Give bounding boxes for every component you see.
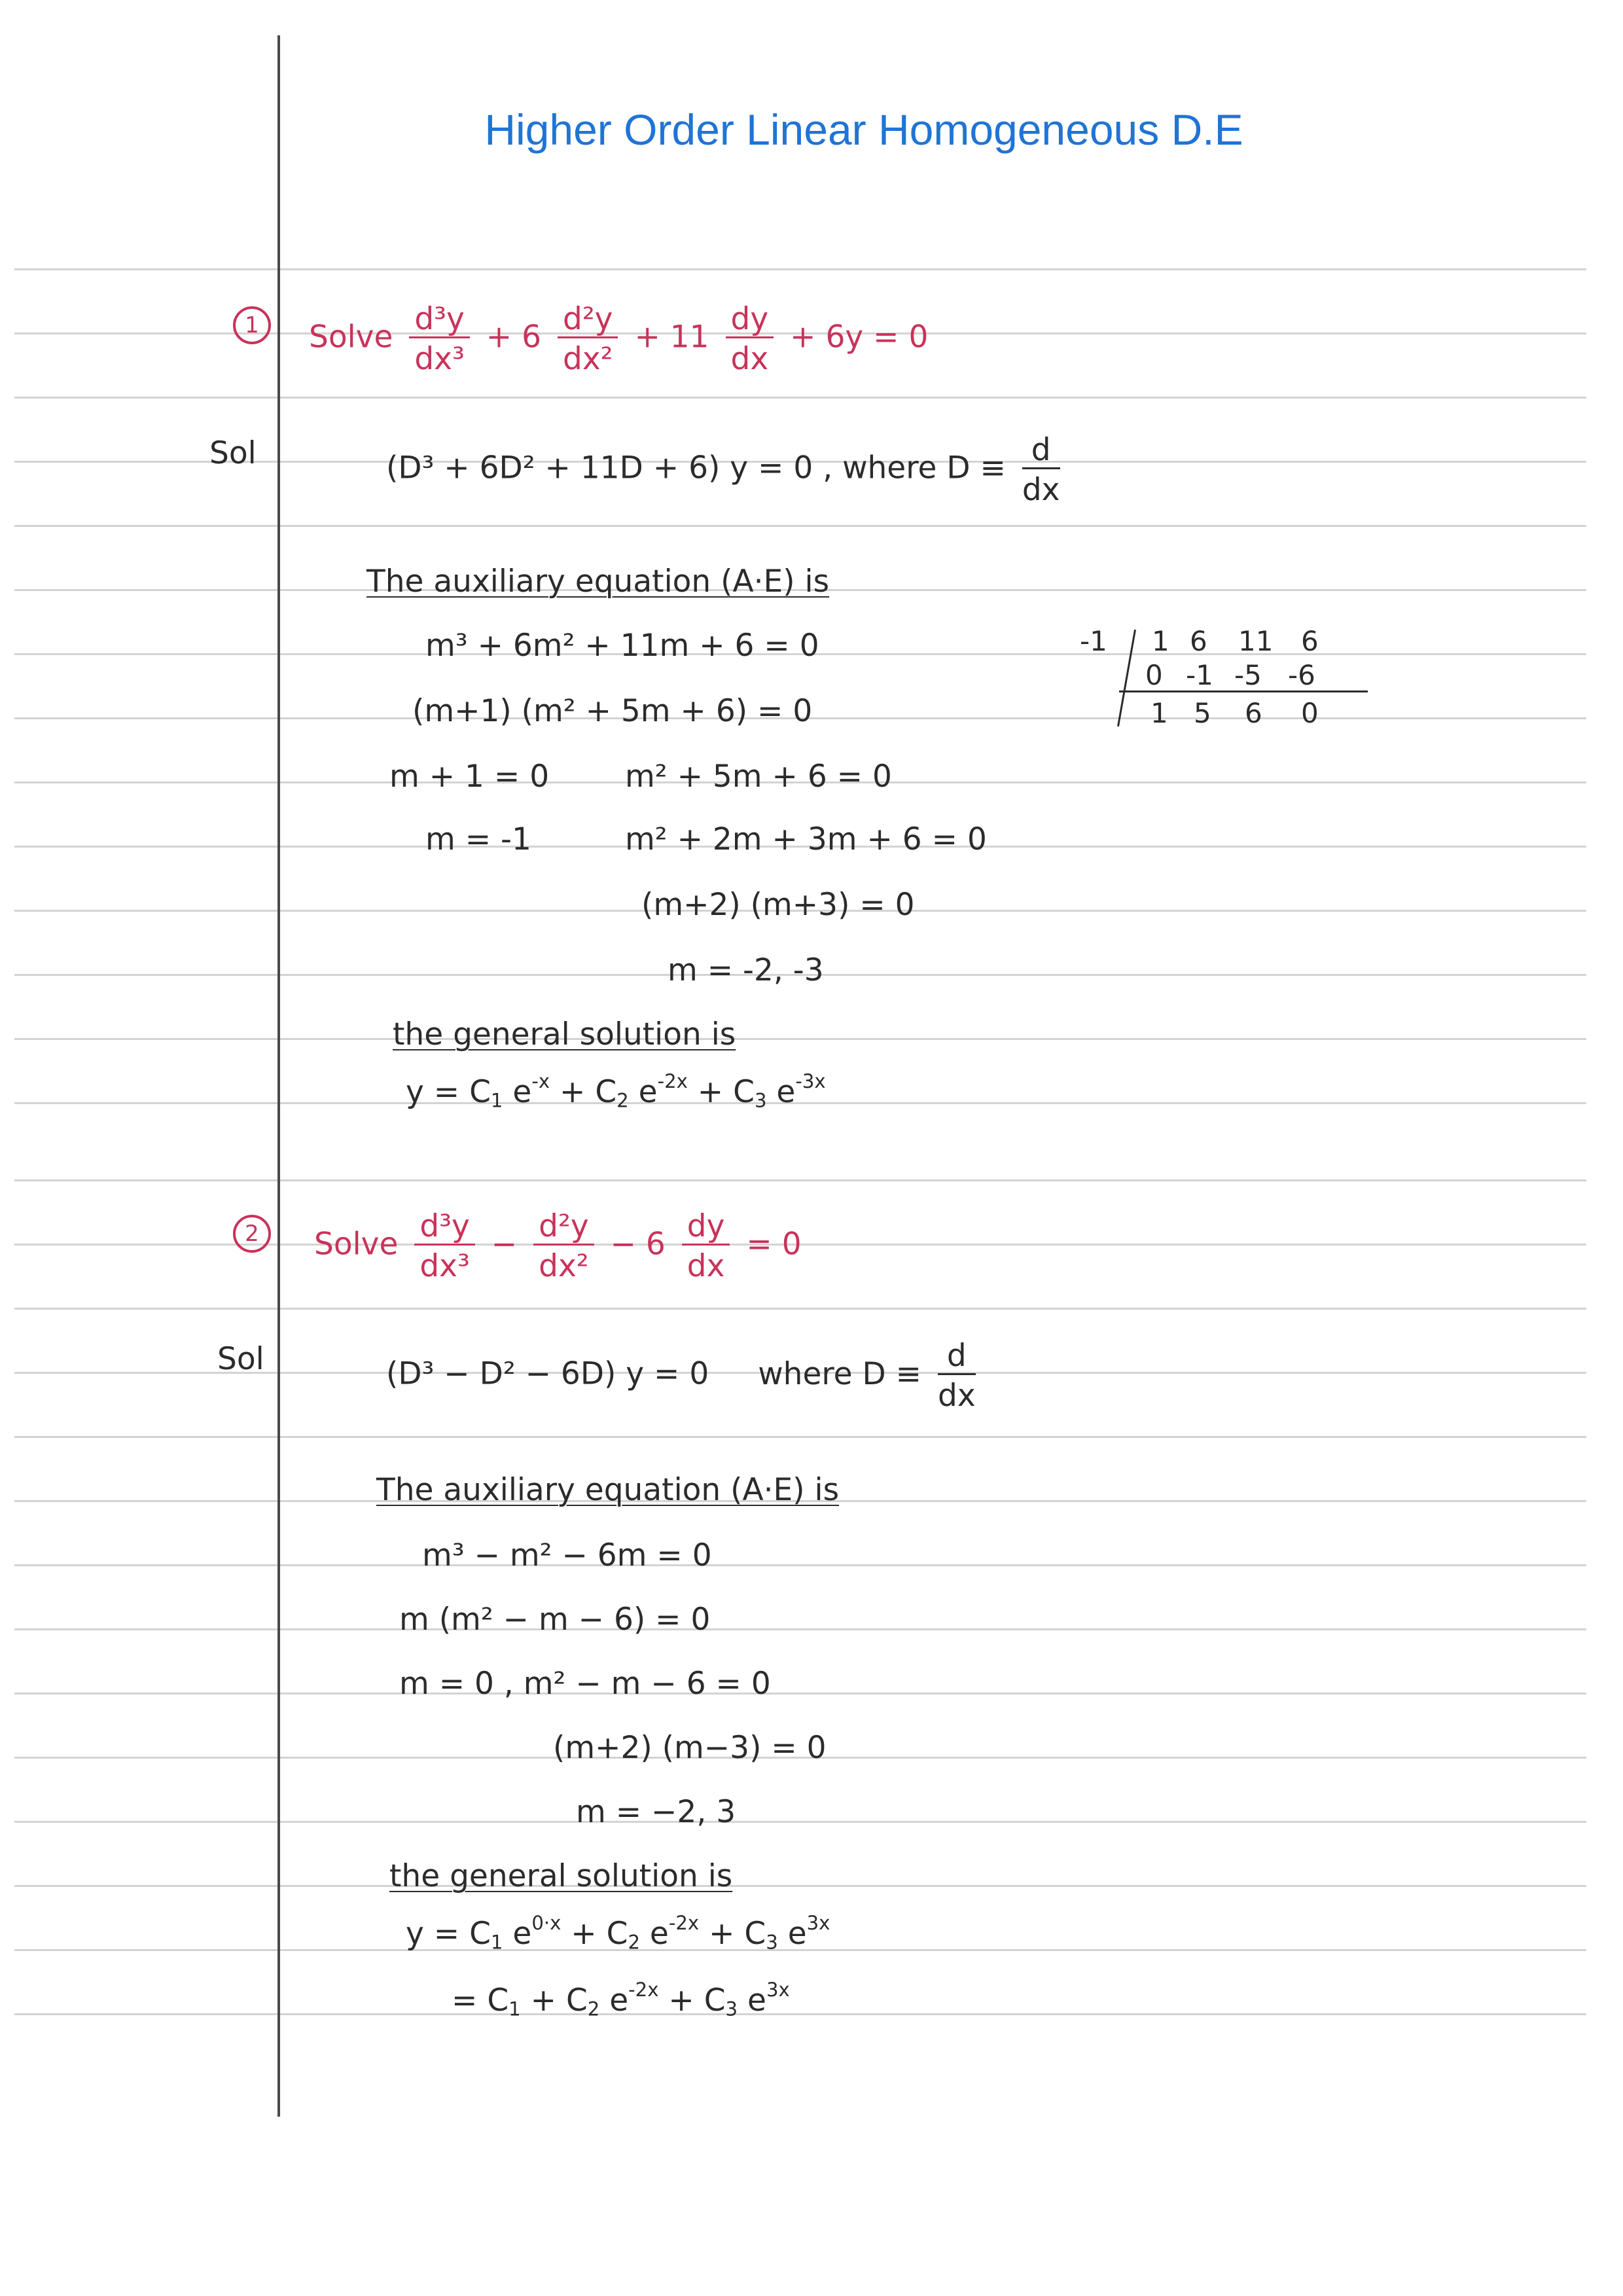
synthetic-cell: 5 — [1194, 697, 1211, 729]
where-clause: , where D ≡ — [823, 450, 1006, 486]
subscript: 1 — [490, 1089, 503, 1112]
second-derivative-term — [558, 302, 618, 376]
synthetic-cell: 1 — [1152, 625, 1169, 657]
solution-term: + C — [709, 1916, 766, 1952]
ruled-line — [14, 1179, 1586, 1181]
solution-term: + C — [530, 1982, 588, 2018]
first-derivative-term — [726, 302, 774, 376]
factored-equation: (m+1) (m² + 5m + 6) = 0 — [412, 693, 813, 729]
ruled-line — [14, 1308, 1586, 1310]
quadratic-factored: (m+2) (m+3) = 0 — [641, 887, 915, 923]
third-derivative-term — [409, 302, 470, 376]
exponential-base: e — [747, 1982, 766, 2018]
exponential-base: e — [609, 1982, 629, 2018]
quadratic-equation: m² + 5m + 6 = 0 — [625, 759, 892, 795]
general-solution-intro: the general solution is — [393, 1016, 736, 1052]
operator-form-line — [386, 433, 1067, 507]
quadratic-split: m² + 2m + 3m + 6 = 0 — [625, 821, 987, 857]
equation-tail: = 0 — [746, 1226, 802, 1263]
synthetic-divisor: -1 — [1080, 625, 1107, 657]
synthetic-cell: 6 — [1301, 625, 1319, 657]
general-solution-intro: the general solution is — [389, 1858, 733, 1894]
solution-start: = C — [452, 1982, 509, 2018]
solution-term: + C — [571, 1916, 628, 1952]
ruled-line — [14, 1693, 1586, 1695]
fraction-denominator: dx — [938, 1377, 976, 1414]
subscript: 3 — [725, 1998, 738, 2020]
solution-term: + C — [668, 1982, 726, 2018]
synthetic-cell: 6 — [1245, 697, 1262, 729]
synthetic-cell: -5 — [1234, 659, 1262, 691]
solve-label: Solve — [309, 319, 393, 355]
auxiliary-equation: m³ + 6m² + 11m + 6 = 0 — [425, 628, 819, 664]
subscript: 2 — [628, 1931, 640, 1954]
page-title: Higher Order Linear Homogeneous D.E — [484, 105, 1243, 154]
roots-line: m = 0 , m² − m − 6 = 0 — [399, 1666, 771, 1702]
synthetic-division — [1080, 625, 1355, 730]
exponential-base: e — [512, 1916, 532, 1952]
problem-2-statement — [314, 1210, 802, 1283]
subscript: 3 — [754, 1089, 767, 1112]
exponential-base: e — [787, 1916, 807, 1952]
fraction-denominator: dx³ — [414, 340, 465, 377]
factored-equation: m (m² − m − 6) = 0 — [399, 1602, 711, 1638]
quadratic-roots: m = -2, -3 — [668, 952, 824, 988]
exponential-base: e — [512, 1074, 532, 1110]
problem-1-number: 1 — [233, 306, 271, 344]
solution-label: Sol — [209, 435, 257, 471]
first-derivative-term — [682, 1210, 730, 1283]
exponent: -3x — [795, 1070, 826, 1093]
quadratic-roots: m = −2, 3 — [576, 1794, 736, 1830]
solution-start: y = C — [406, 1074, 491, 1110]
operator-form: (D³ − D² − 6D) y = 0 — [386, 1355, 709, 1392]
subscript: 2 — [587, 1998, 600, 2020]
ruled-line — [14, 1436, 1586, 1438]
ruled-line — [14, 1885, 1586, 1887]
synthetic-cell: -6 — [1288, 659, 1315, 691]
fraction-denominator: dx² — [562, 340, 613, 377]
fraction-numerator: d²y — [558, 302, 618, 338]
auxiliary-equation-intro: The auxiliary equation (A·E) is — [376, 1472, 840, 1508]
synthetic-cell: 6 — [1190, 625, 1207, 657]
synthetic-cell: 11 — [1238, 625, 1274, 657]
general-solution — [406, 1912, 830, 1954]
solution-term: + C — [560, 1074, 617, 1110]
third-derivative-term — [414, 1210, 475, 1283]
synthetic-rule — [1119, 691, 1368, 692]
margin-line — [277, 35, 280, 2117]
simplified-solution — [452, 1979, 790, 2020]
subscript: 1 — [490, 1931, 503, 1954]
ruled-line — [14, 397, 1586, 399]
ruled-line — [14, 1564, 1586, 1566]
linear-factor-equation: m + 1 = 0 — [389, 759, 550, 795]
fraction-denominator: dx³ — [419, 1247, 470, 1284]
quadratic-factored: (m+2) (m−3) = 0 — [553, 1730, 827, 1766]
solution-term: + C — [697, 1074, 755, 1110]
exponent: -2x — [668, 1912, 700, 1935]
exponential-base: e — [649, 1916, 669, 1952]
fraction-numerator: d²y — [533, 1210, 594, 1246]
fraction-numerator: d — [1022, 433, 1060, 469]
ruled-line — [14, 1628, 1586, 1630]
solution-label: Sol — [217, 1341, 264, 1377]
solution-start: y = C — [406, 1916, 491, 1952]
equation-tail: + 6y = 0 — [790, 319, 929, 355]
exponential-base: e — [776, 1074, 796, 1110]
exponent: 0·x — [531, 1912, 562, 1935]
operator-form: (D³ + 6D² + 11D + 6) y = 0 — [386, 450, 813, 486]
subscript: 3 — [766, 1931, 778, 1954]
subscript: 2 — [616, 1089, 629, 1112]
synthetic-remainder: 0 — [1301, 697, 1319, 729]
exponential-base: e — [638, 1074, 658, 1110]
fraction-numerator: dy — [726, 302, 774, 338]
operator: − 6 — [610, 1226, 666, 1263]
exponent: 3x — [766, 1979, 790, 2001]
synthetic-cell: -1 — [1186, 659, 1213, 691]
operator: − — [491, 1226, 518, 1263]
problem-2-number: 2 — [233, 1215, 271, 1253]
ruled-line — [14, 525, 1586, 527]
exponent: 3x — [806, 1912, 830, 1935]
exponent: -2x — [657, 1070, 688, 1093]
second-derivative-term — [533, 1210, 594, 1283]
operator: + 6 — [486, 319, 542, 355]
synthetic-cell: 0 — [1145, 659, 1163, 691]
fraction-denominator: dx — [1022, 471, 1060, 508]
subscript: 1 — [508, 1998, 521, 2020]
fraction-denominator: dx — [687, 1247, 725, 1284]
exponent: -2x — [628, 1979, 659, 2001]
exponent: -x — [531, 1070, 550, 1093]
ruled-line — [14, 2013, 1586, 2015]
where-clause: where D ≡ — [758, 1355, 922, 1392]
auxiliary-equation-intro: The auxiliary equation (A·E) is — [366, 564, 830, 600]
synthetic-divider — [1117, 630, 1136, 726]
fraction-numerator: dy — [682, 1210, 730, 1246]
d-dx-fraction — [1022, 433, 1060, 507]
synthetic-cell: 1 — [1150, 697, 1168, 729]
ruled-line — [14, 1821, 1586, 1823]
general-solution — [406, 1070, 826, 1112]
operator-form-line — [386, 1339, 982, 1412]
fraction-numerator: d — [938, 1339, 976, 1375]
d-dx-fraction — [938, 1339, 976, 1412]
fraction-denominator: dx² — [539, 1247, 589, 1284]
ruled-line — [14, 268, 1586, 270]
linear-factor-root: m = -1 — [425, 821, 531, 857]
fraction-numerator: d³y — [409, 302, 470, 338]
fraction-numerator: d³y — [414, 1210, 475, 1246]
fraction-denominator: dx — [730, 340, 769, 377]
auxiliary-equation: m³ − m² − 6m = 0 — [422, 1537, 712, 1573]
solve-label: Solve — [314, 1226, 399, 1263]
ruled-line — [14, 1038, 1586, 1040]
operator: + 11 — [634, 319, 709, 355]
problem-1-statement — [309, 302, 928, 376]
